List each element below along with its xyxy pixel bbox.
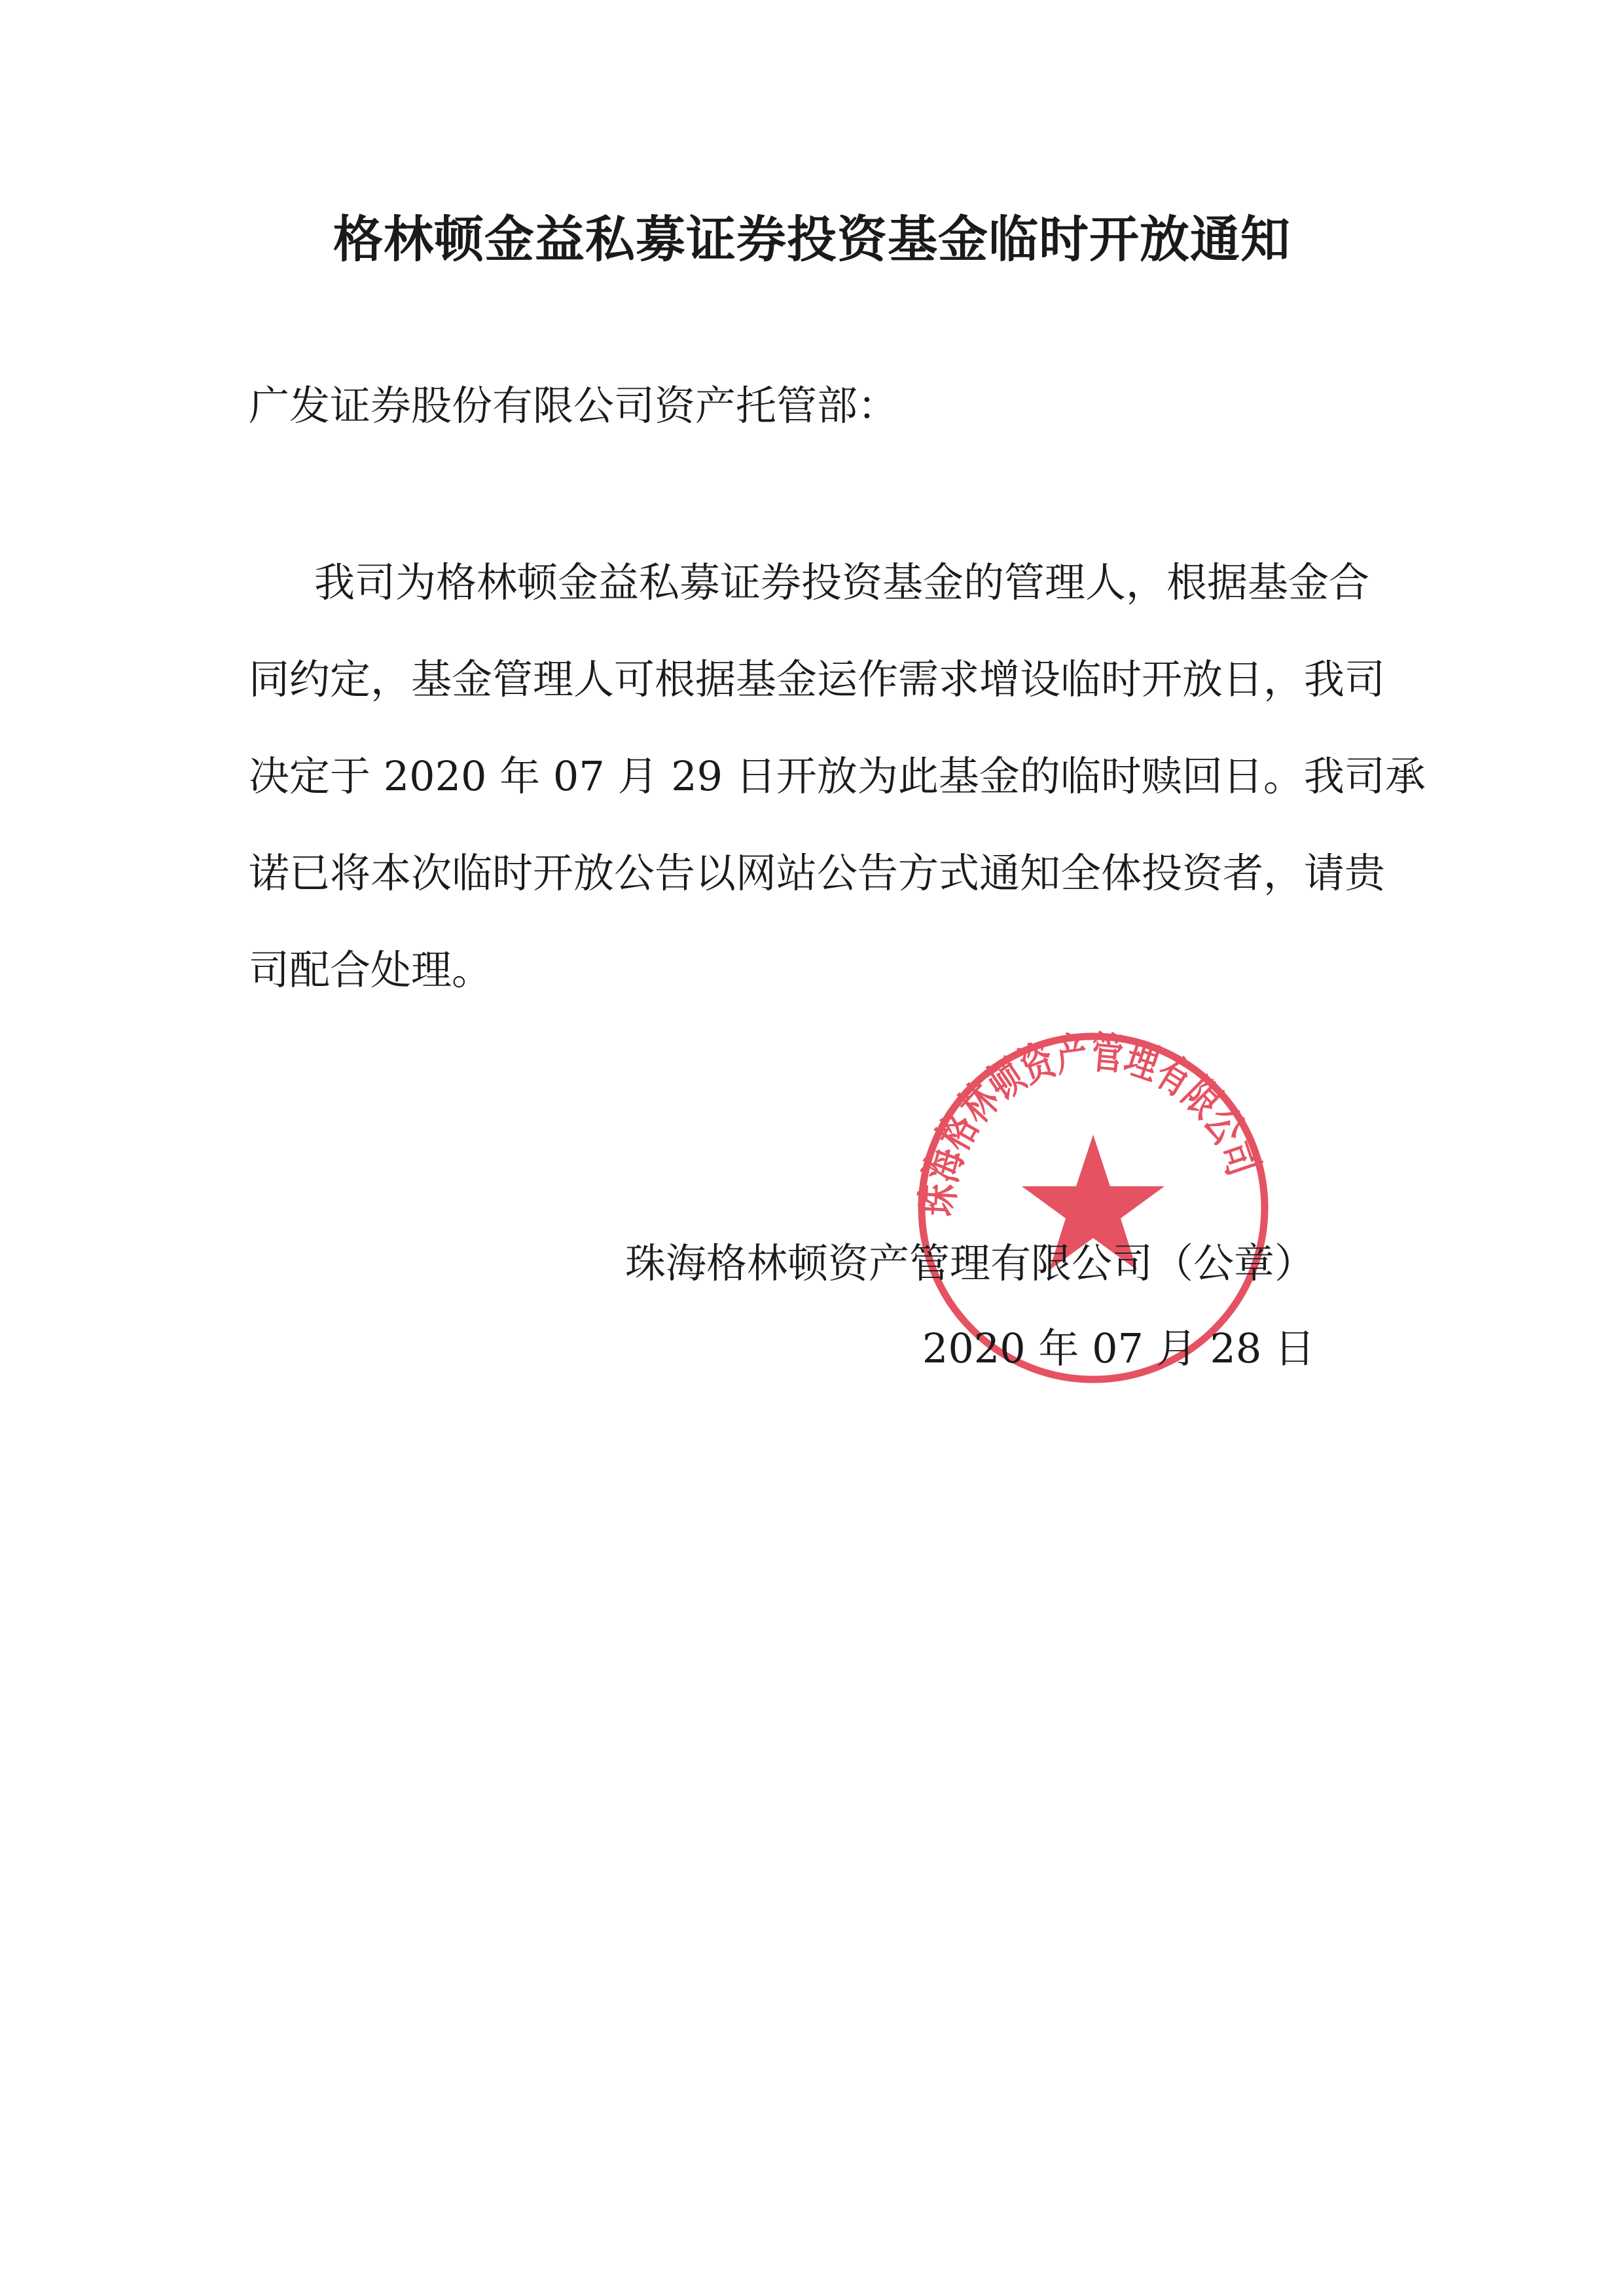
body-line: 我司为格林顿金益私募证券投资基金的管理人，根据基金合 [314,558,1370,606]
body-line: 司配合处理。 [249,946,493,994]
document-title: 格林顿金益私募证券投资基金临时开放通知 [333,210,1291,268]
signature-date: 2020 年 07 月 28 日 [922,1324,1315,1372]
salutation: 广发证券股份有限公司资产托管部： [249,382,899,429]
body-line: 决定于 2020 年 07 月 29 日开放为此基金的临时赎回日。我司承 [249,752,1426,800]
signature-line: 珠海格林顿资产管理有限公司（公章） [624,1239,1315,1287]
seal-text: 珠海格林顿资产管理有限公司 [912,1025,1272,1218]
body-paragraph [249,556,1426,1041]
body-line: 诺已将本次临时开放公告以网站公告方式通知全体投资者，请贵 [249,849,1386,897]
body-line: 同约定，基金管理人可根据基金运作需求增设临时开放日，我司 [249,655,1386,703]
